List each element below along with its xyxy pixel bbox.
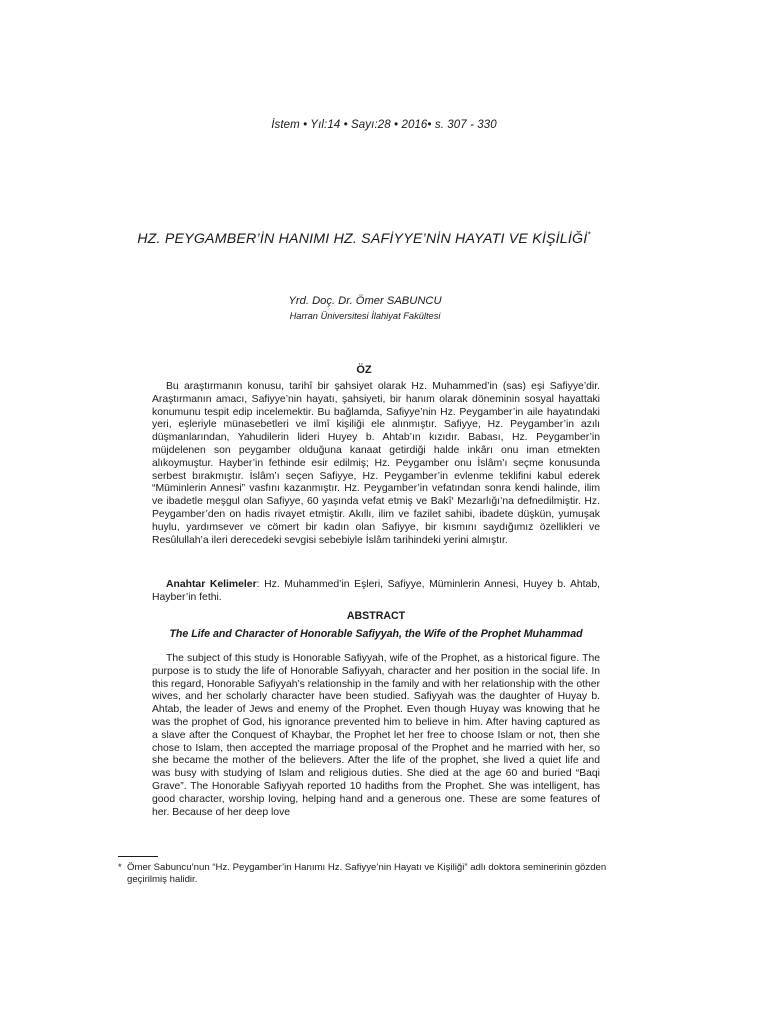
- journal-info: İstem • Yıl:14 • Sayı:28 • 2016• s. 307 - 330: [271, 119, 497, 131]
- title-footnote-mark: *: [587, 230, 591, 240]
- keywords-text: : Hz. Muhammed’in Eşleri, Safiyye, Müminlerin Annesi, Huyey b. Ahtab, Hayber’in fethi.: [152, 579, 600, 603]
- keywords-section: [152, 579, 600, 605]
- article-title: [0, 231, 728, 247]
- author-affiliation: Harran Üniversitesi İlahiyat Fakültesi: [289, 311, 441, 321]
- abstract-body: The subject of this study is Honorable Safiyyah, wife of the Prophet, as a historical figure. The purpose is to study the life of Honorable Safiyyah, character and her position in the social life. In this regard, Honorable Safiyyah’s relationship in the family and with her relationship with the other wives, and her scholarly character have been studied. Safiyyah was the daughter of Huyay b. Ahtab, the leader of Jews and enemy of the Prophet. Even though Huyay was knowing that he was the prophet of God, his ignorance prevented him to believe in him. After having captured as a slave after the Conquest of Khaybar, the Prophet let her free to choose Islam or not, then she chose to Islam, then accepted the marriage proposal of the Prophet and he married with her, so she became the mother of the believers. After the life of the prophet, she lived a quiet life and was busy with studying of Islam and religious duties. She died at the age 60 and buried “Baqi Grave”. The Honorable Safiyyah reported 10 hadiths from the Prophet. She was intelligent, has good character, worship loving, helping hand and a generous one. These are some features of her. Because of her deep love: [152, 653, 601, 818]
- oz-heading: ÖZ: [356, 364, 372, 376]
- oz-body: Bu araştırmanın konusu, tarihî bir şahsiyet olarak Hz. Muhammed’in (sas) eşi Safiyye’dir. Araştırmanın amacı, Safiyye’nin hayatı, şahsiyeti, bir hanım olarak döneminin sosyal hayattaki konumunu tespit edip incelemektir. Bu bağlamda, Safiyye’nin Hz. Peygamber’in aile hayatındaki yeri, eşleriyle münasebetleri ve ilmî kişiliği ele alınmıştır. Safiyye, Hz. Peygamber’in azılı düşmanlarından, Yahudilerin lideri Huyey b. Ahtab’ın kızıdır. Babası, Hz. Peygamber’in müjdelenen son peygamber olduğuna kanaat getirdiği halde inkârı onu iman etmekten alıkoymuştur. Hayber’in fethinde esir edilmiş; Hz. Peygamber onu İslâm’ı seçme konusunda serbest bırakmıştır. İslâm’ı seçen Safiyye, Hz. Peygamber’in evlenme teklifini kabul ederek “Müminlerin Annesi” vasfını kazanmıştır. Hz. Peygamber’in vefatından sonra kendi halinde, ilim ve ibadetle meşgul olan Safiyye, 60 yaşında vefat etmiş ve Bakî‘ Mezarlığı’na defnedilmiştir. Hz. Peygamber’den on hadis rivayet etmiştir. Akıllı, ilim ve fazilet sahibi, ibadete düşkün, yumuşak huylu, yardımsever ve cömert bir kadın olan Safiyye, bir kısmını saydığımız özellikleri ve Resûlullah’a ileri derecedeki sevgisi sebebiyle İslâm tarihindeki yerini almıştır.: [152, 381, 600, 546]
- abstract-subtitle: The Life and Character of Honorable Safiyyah, the Wife of the Prophet Muhammad: [169, 628, 583, 640]
- oz-section: [152, 381, 600, 547]
- keywords-label: Anahtar Kelimeler: [166, 579, 257, 590]
- abstract-heading: ABSTRACT: [346, 610, 406, 622]
- keywords-paragraph: [152, 579, 600, 605]
- footnote-text: Ömer Sabuncu’nun “Hz. Peygamber’in Hanımı Hz. Safiyye’nin Hayatı ve Kişiliği” adlı doktora seminerinin gözden geçirilmiş halidir.: [127, 862, 607, 885]
- article-title-text: HZ. PEYGAMBER’İN HANIMI HZ. SAFİYYE’NİN HAYATI VE KİŞİLİĞİ: [137, 231, 588, 247]
- footnote-divider: [118, 856, 158, 857]
- footnote-mark: *: [118, 862, 122, 873]
- abstract-section: [152, 653, 600, 819]
- footnote: [118, 862, 614, 886]
- author-name: Yrd. Doç. Dr. Ömer SABUNCU: [288, 295, 442, 307]
